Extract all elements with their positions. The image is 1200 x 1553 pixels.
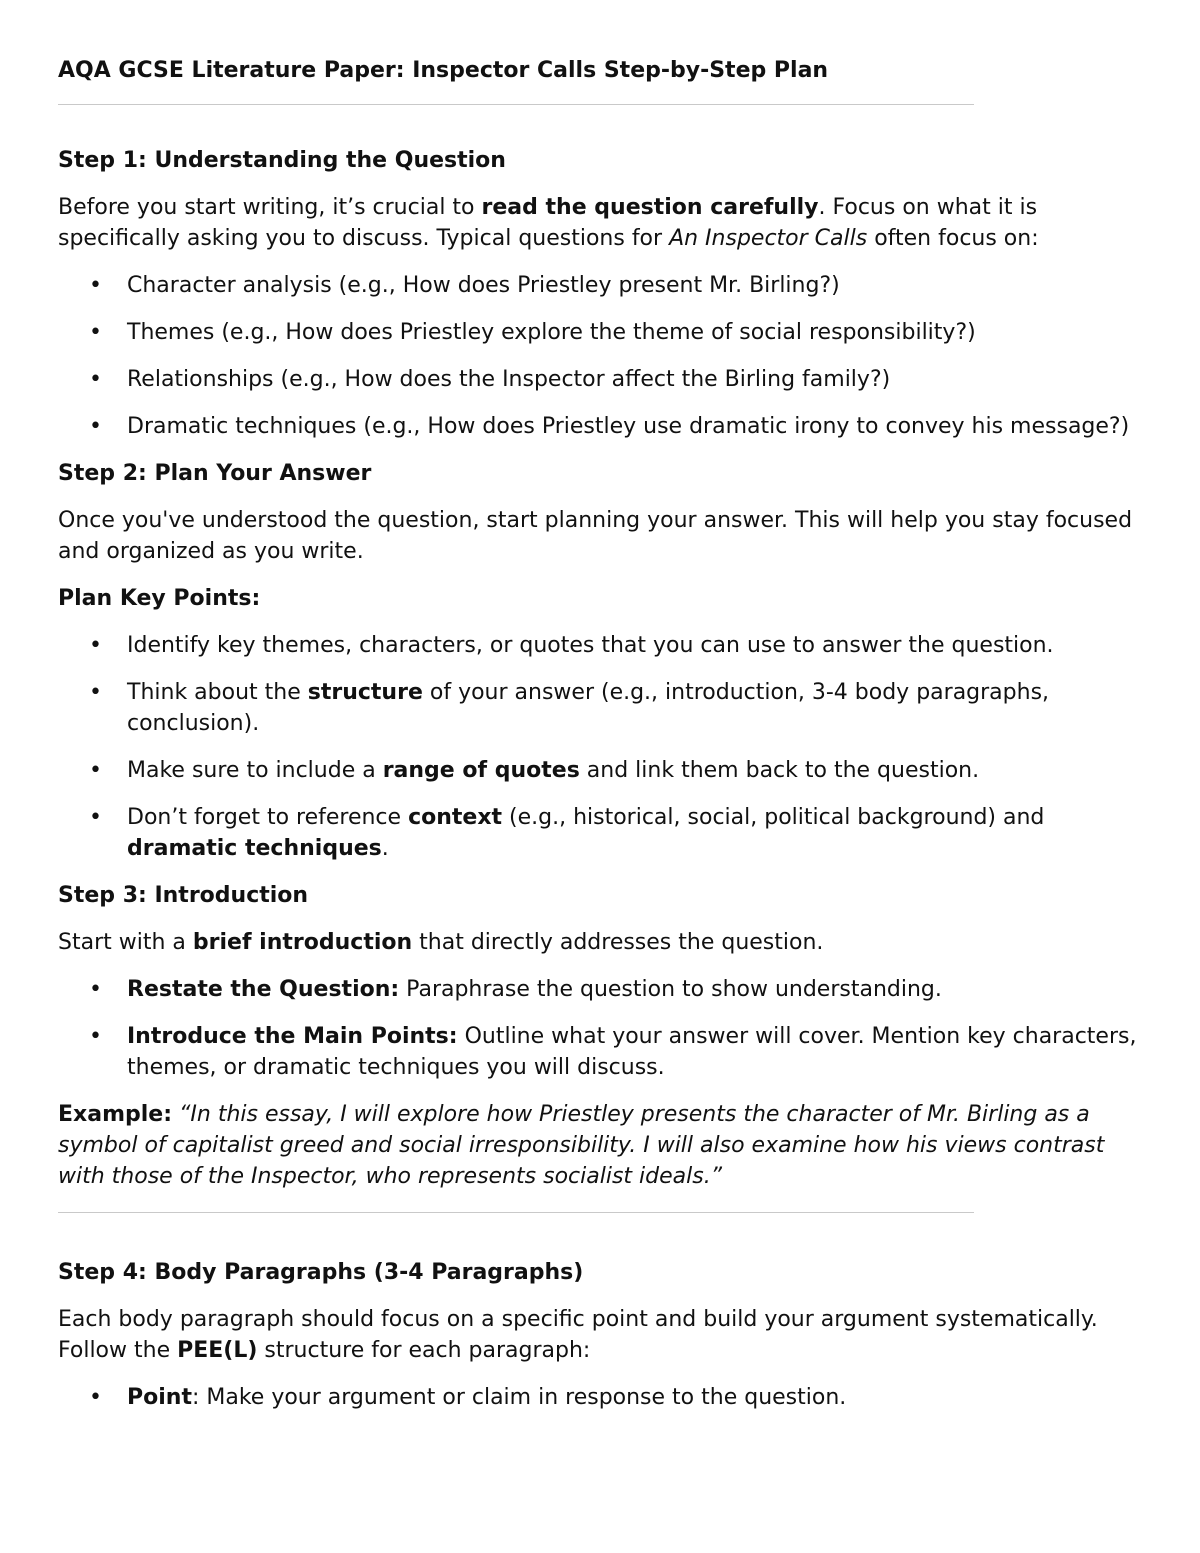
step1-bullet-list (58, 270, 1140, 442)
list-item: • Identify key themes, characters, or quotes that you can use to answer the question. (58, 630, 1140, 661)
document-title: AQA GCSE Literature Paper: Inspector Calls Step-by-Step Plan (58, 58, 829, 83)
example-paragraph: Example: “In this essay, I will explore how Priestley presents the character of Mr. Birling as a symbol of capitalist greed and social irresponsibility. I will also examine how his views contrast with those of the Inspector, who represents socialist ideals.” (58, 1102, 1105, 1189)
step1-heading: Step 1: Understanding the Question (58, 148, 506, 173)
list-item: • Dramatic techniques (e.g., How does Priestley use dramatic irony to convey his message?) (58, 411, 1140, 442)
step3-bullet-list (58, 974, 1140, 1083)
list-item: • Relationships (e.g., How does the Inspector affect the Birling family?) (58, 364, 1140, 395)
step4-intro: Each body paragraph should focus on a specific point and build your argument systematically. Follow the PEE(L) structure for each paragraph: (58, 1307, 1098, 1363)
step4-bullet-list (58, 1382, 1140, 1413)
step2-intro: Once you've understood the question, start planning your answer. This will help you stay focused and organized as you write. (58, 508, 1133, 564)
divider (58, 1212, 974, 1213)
list-item: • Themes (e.g., How does Priestley explore the theme of social responsibility?) (58, 317, 1140, 348)
list-item: • Introduce the Main Points: Outline what your answer will cover. Mention key characters, themes, or dramatic techniques you will discuss. (58, 1021, 1140, 1083)
step2-heading: Step 2: Plan Your Answer (58, 461, 372, 486)
plan-key-points-heading: Plan Key Points: (58, 586, 261, 611)
list-item: • Character analysis (e.g., How does Priestley present Mr. Birling?) (58, 270, 1140, 301)
step4-heading: Step 4: Body Paragraphs (3-4 Paragraphs) (58, 1260, 584, 1285)
step1-intro: Before you start writing, it’s crucial to read the question carefully. Focus on what it is specifically asking you to discuss. Typical questions for An Inspector Calls often focus on: (58, 195, 1039, 251)
list-item: • Don’t forget to reference context (e.g., historical, social, political background) and dramatic techniques. (58, 802, 1140, 864)
step2-bullet-list (58, 630, 1140, 864)
list-item: • Point: Make your argument or claim in response to the question. (58, 1382, 1140, 1413)
step3-intro: Start with a brief introduction that directly addresses the question. (58, 930, 824, 955)
step3-heading: Step 3: Introduction (58, 883, 309, 908)
list-item: • Restate the Question: Paraphrase the question to show understanding. (58, 974, 1140, 1005)
divider (58, 104, 974, 105)
list-item: • Make sure to include a range of quotes and link them back to the question. (58, 755, 1140, 786)
list-item: • Think about the structure of your answer (e.g., introduction, 3-4 body paragraphs, conclusion). (58, 677, 1140, 739)
